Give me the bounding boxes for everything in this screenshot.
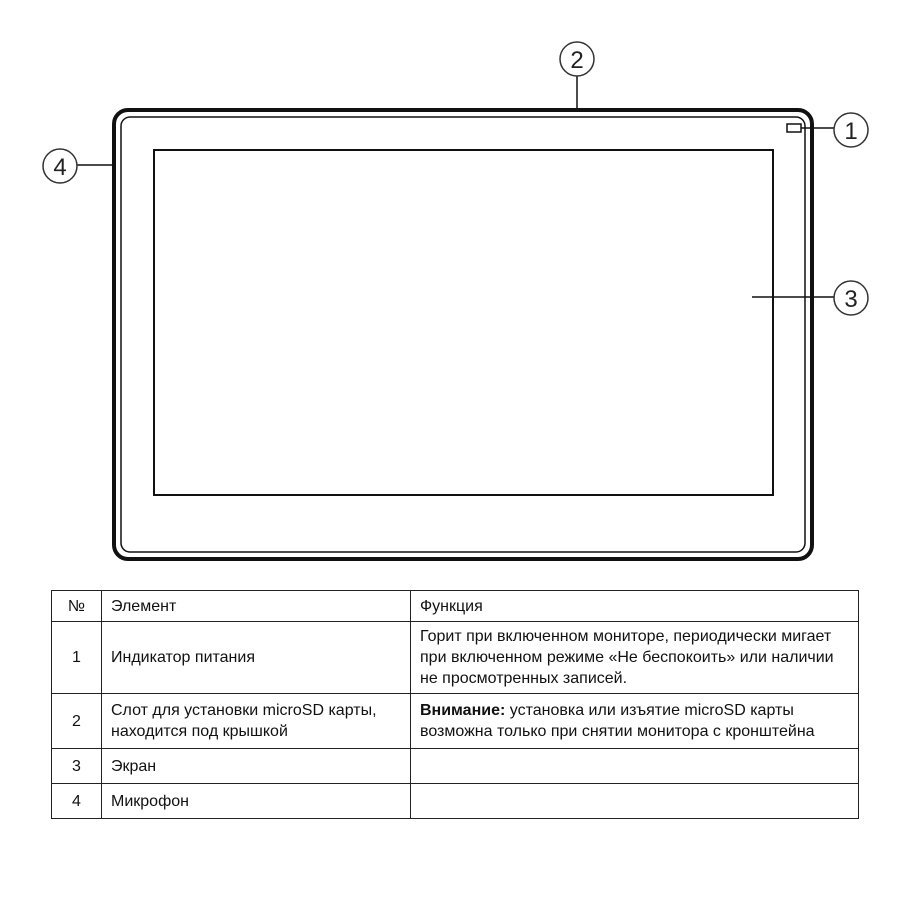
row-element: Экран (102, 749, 411, 784)
row-element: Слот для установки microSD карты, находится под крышкой (102, 694, 411, 749)
table-row (52, 784, 859, 819)
row-function (411, 784, 859, 819)
callout-4-number: 4 (53, 154, 67, 181)
row-element: Микрофон (102, 784, 411, 819)
table-row (52, 622, 859, 694)
warning-text: установка или изъятие microSD карты возможна только при снятии монитора с кронштейна (420, 702, 815, 740)
table-header-row (52, 591, 859, 622)
warning-label: Внимание: (420, 702, 506, 719)
table-row (52, 694, 859, 749)
monitor-body-inner-edge (121, 117, 805, 552)
header-element: Элемент (102, 591, 411, 622)
row-num: 4 (52, 784, 102, 819)
power-indicator (787, 124, 801, 132)
row-function (411, 749, 859, 784)
row-num: 1 (52, 622, 102, 694)
row-function: Горит при включенном мониторе, периодически мигает при включенном режиме «Не беспокоить» или наличии не просмотренных записей. (411, 622, 859, 694)
monitor-screen (154, 150, 773, 495)
table-row (52, 749, 859, 784)
row-element: Индикатор питания (102, 622, 411, 694)
callout-1-number: 1 (844, 118, 858, 145)
header-function: Функция (411, 591, 859, 622)
spec-table (51, 590, 859, 819)
callout-2-number: 2 (570, 47, 584, 74)
row-num: 2 (52, 694, 102, 749)
callout-3-number: 3 (844, 286, 858, 313)
row-function (411, 694, 859, 749)
monitor-body (114, 110, 812, 559)
row-num: 3 (52, 749, 102, 784)
header-num: № (52, 591, 102, 622)
